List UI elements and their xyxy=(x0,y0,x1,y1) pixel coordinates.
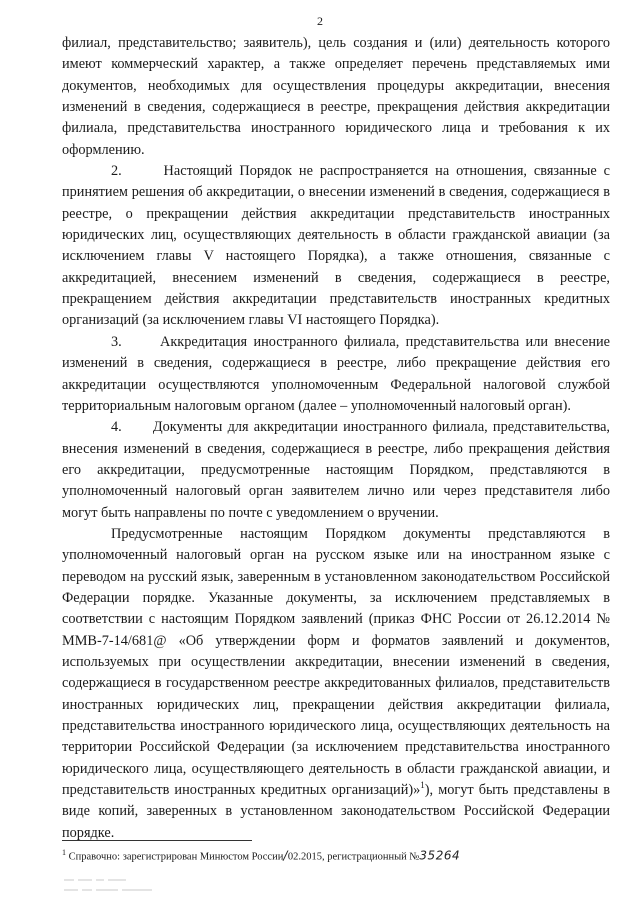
handwritten-date: / xyxy=(283,848,288,863)
paragraph-item-2: 2. Настоящий Порядок не распространяется на отношения, связанные с принятием решения об аккредитации, о внесении изменений в сведения, содержащиеся в реестре, о прекращении действия аккредитации представительств иностранных юридических лиц, осуществляющих деятельность в области гражданской авиации (за исключением главы V настоящего Порядка), а также отношения, связанные с аккредитацией, внесением изменений в сведения, содержащиеся в реестре, прекращением действия аккредитации представительств иностранных кредитных организаций (за исключением главы VI настоящего Порядка). xyxy=(62,163,610,329)
footnote-reference: 1 xyxy=(420,780,425,791)
paragraph-documents-language xyxy=(62,524,610,844)
paragraph-item-3: 3. Аккредитация иностранного филиала, представительства или внесение изменений в сведения, содержащиеся в реестре, либо прекращение действия его аккредитации осуществляются уполномоченным Федеральной налоговой службой территориальным налоговым органом (далее – уполномоченный налоговый орган). xyxy=(62,333,610,414)
footnote-text: Справочно: зарегистрирован Минюстом России xyxy=(68,851,284,863)
paragraph-continuation: филиал, представительство; заявитель), цель создания и (или) деятельность которого имеют коммерческий характер, а также определяет перечень представляемых ими документов, необходимых для осуществления процедуры аккредитации, внесения изменений в сведения, содержащиеся в реестре, прекращения действия аккредитации филиала, представительства иностранного юридического лица и требования к их оформлению. xyxy=(62,35,610,158)
footnote xyxy=(62,846,610,865)
footnote-divider xyxy=(62,840,252,841)
faint-stamp-mark xyxy=(62,872,182,898)
paragraph-item-4: 4. Документы для аккредитации иностранного филиала, представительства, внесения изменений в сведения, содержащиеся в реестре, либо прекращения действия его аккредитации, предусмотренные настоящим Порядком, представляются в уполномоченный налоговый орган заявителем лично или через представителя либо могут быть направлены по почте с уведомлением о вручении. xyxy=(62,419,610,521)
paragraph-tail-text: ), могут быть представлены в виде копий, заверенных в установленном законодательством Российской Федерации порядке. xyxy=(62,782,610,841)
paragraph-main-text: Предусмотренные настоящим Порядком документы представляются в уполномоченный налоговый орган на русском языке или на иностранном языке с переводом на русский язык, заверенным в установленном законодательством Российской Федерации порядке. Указанные документы, за исключением представляемых в соответствии с настоящим Порядком заявлений (приказ ФНС России от 26.12.2014 № ММВ-7-14/681@ «Об утверждении форм и форматов заявлений и документов, используемых при осуществлении аккредитации, внесении изменений в сведения, содержащиеся в государственном реестре аккредитованных филиалов, представительств иностранных юридических лиц, прекращении действия аккредитации филиала, представительства иностранного юридического лица, осуществляющих деятельность на территории Российской Федерации (за исключением представительства иностранного юридического лица, осуществляющего деятельность в области гражданской авиации, и представительств иностранных кредитных организаций)» xyxy=(62,525,610,799)
footnote-date-suffix: 02.2015, регистрационный № xyxy=(287,851,420,863)
handwritten-registration-number: 35264 xyxy=(419,848,461,863)
footnote-marker: 1 xyxy=(62,848,66,857)
document-body xyxy=(62,33,610,844)
page-number: 2 xyxy=(317,14,323,28)
